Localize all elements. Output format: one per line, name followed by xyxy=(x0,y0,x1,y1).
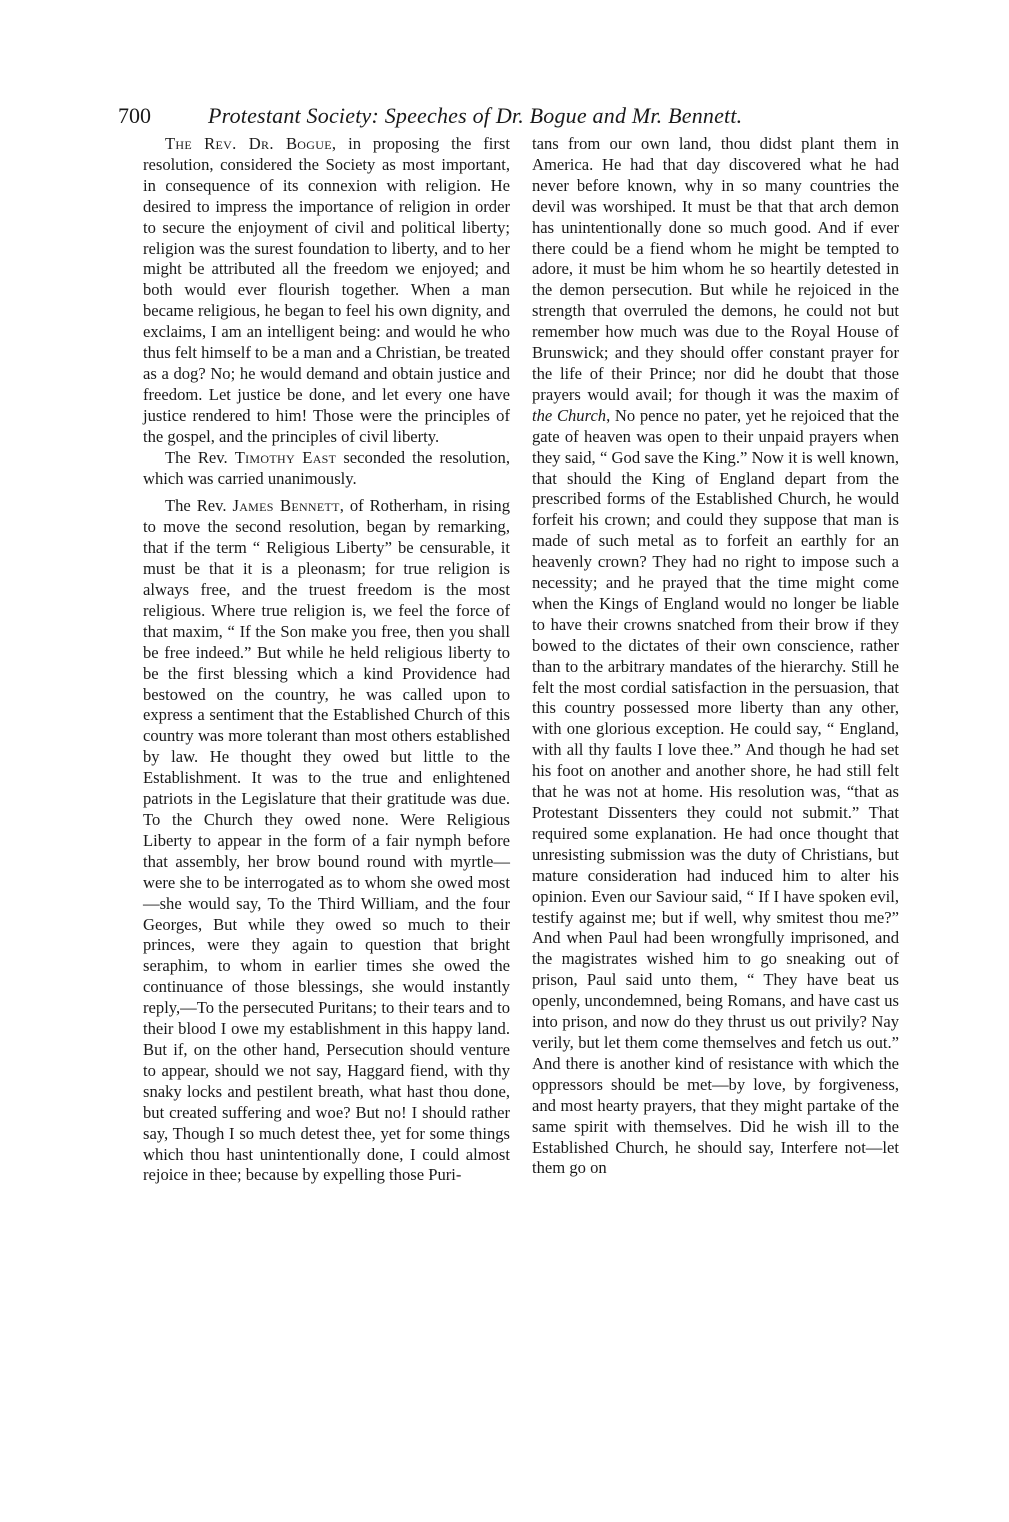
speaker-name: The Rev. Dr. Bogue, xyxy=(165,134,337,153)
running-title: Protestant Society: Speeches of Dr. Bogue and Mr. Bennett. xyxy=(208,103,743,128)
paragraph-text: seconded the resolution, which was carried unanimously. xyxy=(143,447,510,488)
paragraph-text: The Rev. xyxy=(165,447,235,467)
paragraph-text: in proposing the first resolution, considered the Society as most important, in consequence of its connexion with religion. He desired to impress the importance of religion in order to secure the enjoyment of civil and political liberty; religion was the surest foundation to liberty, and to her might be attributed all the freedom we enjoyed; and both would ever flourish together. When a man became religious, he began to feel his own dignity, and exclaims, I am an intelligent being: and would he who thus felt himself to be a man and a Christian, be treated as a dog? No; he would demand and obtain justice and freedom. Let justice be done, and let every one have justice rendered to him! Those were the principles of the gospel, and the principles of civil liberty. xyxy=(143,134,510,446)
italic-phrase: the Church xyxy=(532,405,607,425)
running-header xyxy=(118,101,888,131)
page-number: 700 xyxy=(118,103,151,128)
paragraph-bennett xyxy=(143,496,510,1186)
speaker-name: James Bennett xyxy=(232,496,340,516)
paragraph-text: tans from our own land, thou didst plant them in America. He had that day discovered what he had never before known, why in so many countries the devil was worshiped. It must be that that arch demon has unintentionally done so much good. And if ever there could be a fiend whom he might be tempted to adore, it must be him whom he so heartily detested in the demon persecution. But while he rejoiced in the strength that overruled the demons, he could not but remember how much was due to the Royal House of Brunswick; and they should offer constant prayer for the life of their Prince; nor did he doubt that those prayers would avail; for though it was the maxim of xyxy=(532,134,899,404)
speaker-name: Timothy East xyxy=(234,447,337,467)
paragraph-text: , of Rotherham, in rising to move the second resolution, began by remarking, that if the term “ Religious Liberty” be censurable, it must be that it is a pleonasm; for true religion is always free, and the truest freedom is the most religious. Where true religion is, we feel the force of that maxim, “ If the Son make you free, then you shall be free indeed.” But while he held religious liberty to be the first blessing which a kind Providence had bestowed on the country, he was called upon to express a sentiment that the Established Church of this country was more tolerant than most others established by law. He thought they owed but little to the Establishment. It was to the true and enlightened patriots in the Legislature that their gratitude was due. To the Church they owed none. Were Religious Liberty to appear in the form of a fair nymph before that assembly, her brow bound round with myrtle—were she to be interrogated as to whom she owed most—she would say, To the Third William, and the four Georges, But while they owed so much to their princes, were they again to question that bright seraphim, to whom in earlier times she owed the continuance of those blessings, she would instantly reply,—To the persecuted Puritans; to their tears and to their blood I owe my establishment in this happy land. But if, on the other hand, Persecution should venture to appear, should we not say, Haggard fiend, with thy snaky locks and pestilent breath, what hast thou done, but created suffering and woe? But no! I should rather say, Though I so much detest thee, yet for some things which thou hast unintentionally done, I could almost rejoice in thee; because by expelling those Puri- xyxy=(143,496,510,1185)
right-column xyxy=(532,134,899,1179)
paragraph-text: The Rev. xyxy=(165,496,233,516)
left-column xyxy=(143,134,510,1186)
paragraph-bogue xyxy=(143,134,510,448)
paragraph-text: , No pence no pater, yet he rejoiced that the gate of heaven was open to their unpaid prayers when they said, “ God save the King.” Now it is well known, that should the King of England depart from the prescribed forms of the Established Church, he would forfeit his crown; and could they suppose that man is made of such metal as to forfeit an earthly for an heavenly crown? They had no right to impose such a necessity; and he prayed that the time might come when the Kings of England would no longer be liable to have their crowns snatched from their brow if they bowed to the dictates of their own conscience, rather than to the arbitrary mandates of the hierarchy. Still he felt the most cordial satisfaction in the persuasion, that this country possessed more liberty than any other, with one glorious exception. He could say, “ England, with all thy faults I love thee.” And though he had set his foot on another and another shore, he had still felt that he was not at home. His resolution was, “that as Protestant Dissenters they could not submit.” That required some explanation. He had once thought that unresisting submission was the duty of Christians, but mature consideration had induced him to alter his opinion. Even our Saviour said, “ If I have spoken evil, testify against me; but if well, why smitest thou me?” And when Paul had been wrongfully imprisoned, and the magistrates wished him to go sneaking out of prison, Paul said unto them, “ They have beat us openly, uncondemned, being Romans, and have cast us into prison, and now do they thrust us out privily? Nay verily, but let them come themselves and fetch us out.” And there is another kind of resistance with which the oppressors should be met—by love, by forgiveness, and most hearty prayers, that they might partake of the same spirit with themselves. Did he wish ill to the Established Church, he should say, Interfere not—let them go on xyxy=(532,405,899,1178)
paragraph-bennett-continued xyxy=(532,134,899,1179)
paragraph-east xyxy=(143,448,510,490)
